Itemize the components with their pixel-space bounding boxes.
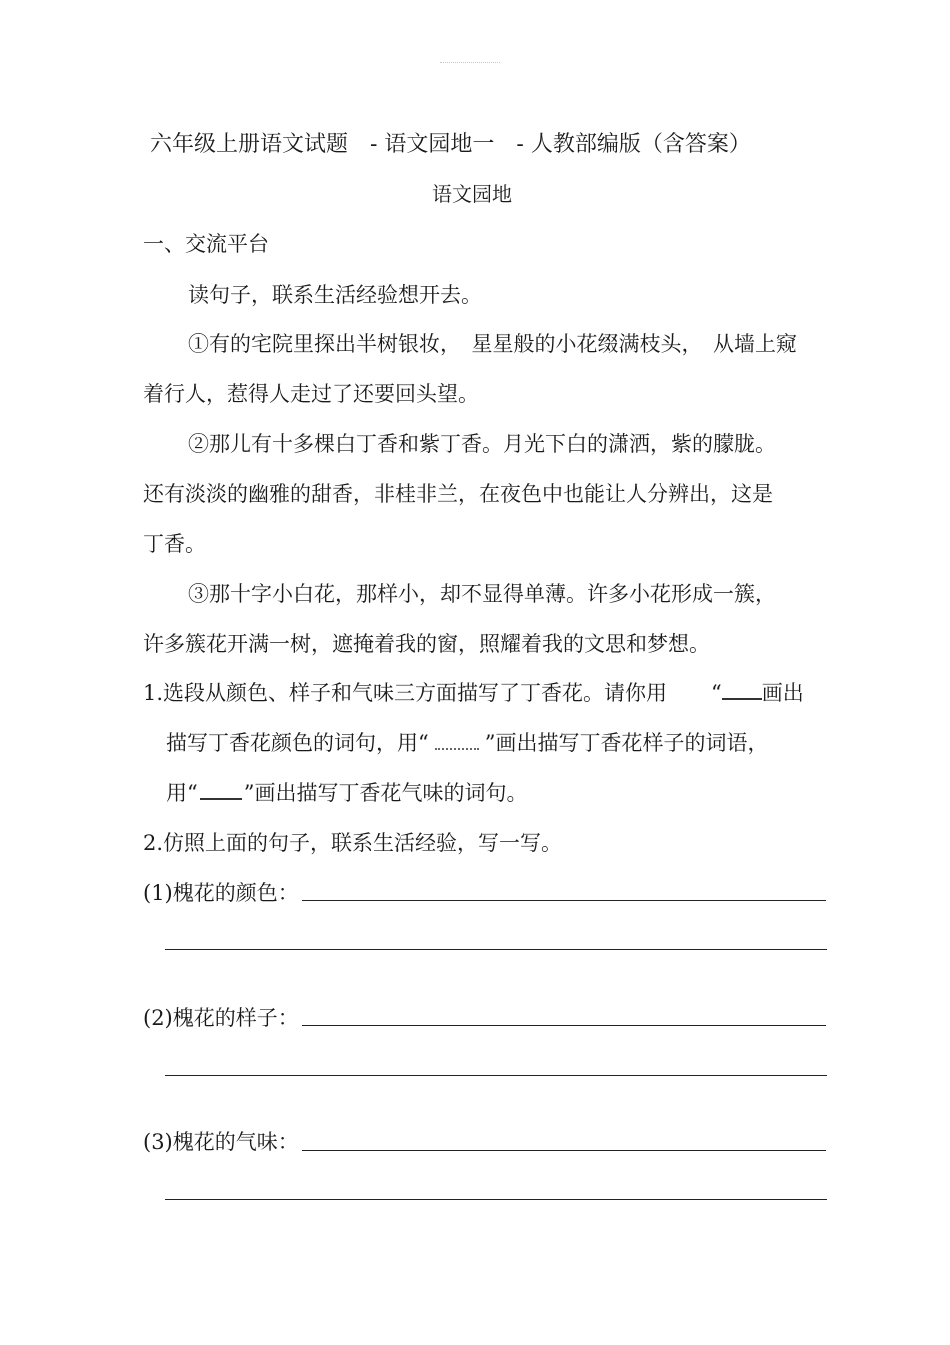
wavy-underline-mark	[435, 730, 479, 750]
page-subtitle: 语文园地	[432, 182, 512, 206]
question-2-3-label: (3)槐花的气味：	[143, 1130, 299, 1154]
answer-line-3b[interactable]	[165, 1199, 827, 1200]
answer-line-1a[interactable]	[302, 900, 826, 901]
passage-3-line-2: 许多簇花开满一树，遮掩着我的窗，照耀着我的文思和梦想。	[143, 632, 710, 656]
page-title: 六年级上册语文试题 - 语文园地一 - 人教部编版（含答案）	[150, 132, 751, 157]
intro-text: 读句子，联系生活经验想开去。	[188, 283, 482, 307]
question-1-text-f: 用“	[166, 781, 198, 805]
double-underline-mark	[200, 780, 242, 800]
passage-3-line-1: ③那十字小白花，那样小，却不显得单薄。许多小花形成一簇，	[188, 582, 776, 606]
question-1-text-e: ”画出描写丁香花样子的词语，	[484, 731, 769, 755]
question-1-text-g: ”画出描写丁香花气味的词句。	[243, 781, 528, 805]
question-1-text-d: 描写丁香花颜色的词句，用“	[166, 731, 429, 755]
passage-2-line-1: ②那儿有十多棵白丁香和紫丁香。月光下白的潇洒，紫的朦胧。	[188, 432, 776, 456]
question-1-text-a: 1.选段从颜色、样子和气味三方面描写了丁香花。请你用	[143, 681, 668, 705]
question-2: 2.仿照上面的句子，联系生活经验，写一写。	[143, 831, 563, 855]
passage-1-line-1: ①有的宅院里探出半树银妆， 星星般的小花缀满枝头， 从墙上窥	[188, 332, 797, 356]
section-heading: 一、交流平台	[143, 232, 269, 256]
answer-line-3a[interactable]	[302, 1150, 826, 1151]
question-1-line-3	[166, 779, 528, 807]
header-mark	[440, 62, 500, 67]
question-2-2-label: (2)槐花的样子：	[143, 1006, 299, 1030]
answer-line-2a[interactable]	[302, 1025, 826, 1026]
question-1-line-1	[143, 679, 804, 707]
passage-2-line-3: 丁香。	[143, 532, 206, 556]
answer-line-2b[interactable]	[165, 1075, 827, 1076]
passage-2-line-2: 还有淡淡的幽雅的甜香，非桂非兰，在夜色中也能让人分辨出，这是	[143, 482, 773, 506]
answer-line-1b[interactable]	[165, 949, 827, 950]
solid-underline-mark	[722, 680, 762, 700]
question-1-text-c: 画出	[761, 681, 804, 705]
question-2-1-label: (1)槐花的颜色：	[143, 881, 299, 905]
open-quote: “	[711, 681, 722, 705]
passage-1-line-2: 着行人，惹得人走过了还要回头望。	[143, 382, 479, 406]
question-1-line-2	[166, 729, 769, 757]
